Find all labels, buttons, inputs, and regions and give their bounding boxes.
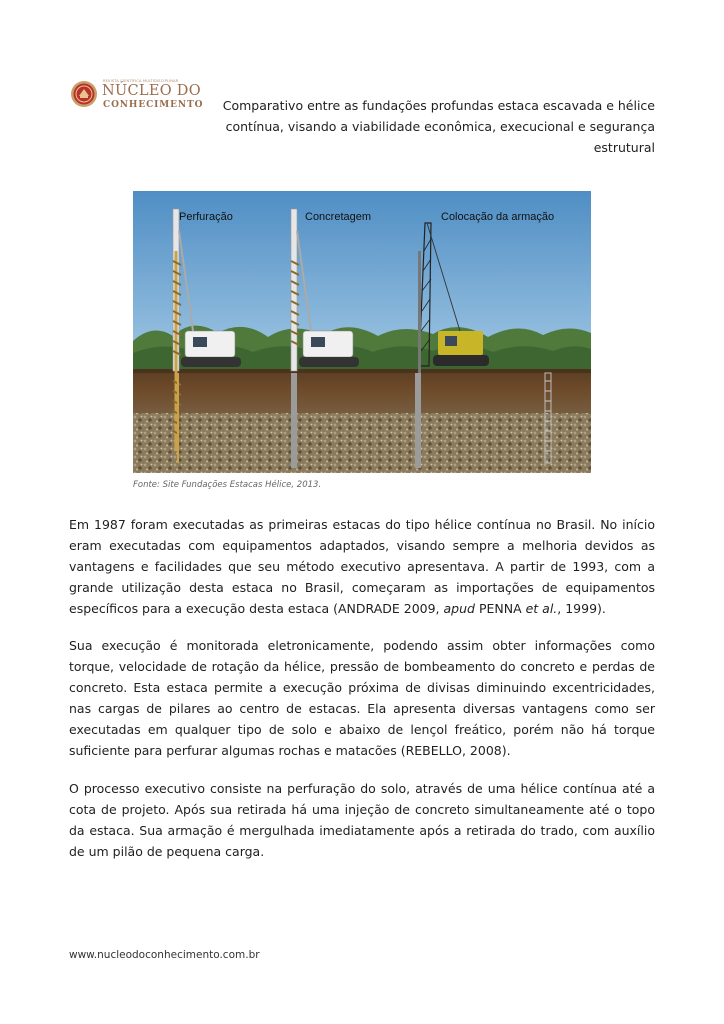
header-title: Comparativo entre as fundações profundas estaca escavada e hélice contínua, visando a viabilidade econômica, execucional e segurança estrutural bbox=[222, 98, 655, 155]
piling-illustration bbox=[133, 191, 591, 473]
logo-name-line2: CONHECIMENTO bbox=[103, 100, 204, 110]
figure-caption: Fonte: Site Fundações Estacas Hélice, 2013. bbox=[133, 480, 322, 490]
paragraph-1-mid: PENNA bbox=[474, 601, 526, 616]
figure-label-perfuracao: Perfuração bbox=[179, 211, 233, 223]
paragraph-1-text: Em 1987 foram executadas as primeiras estacas do tipo hélice contínua no Brasil. No início eram executadas com equipamentos adaptados, visando sempre a melhoria devidos as vantagens e facilidades que seu método executivo apresentava. A partir de 1993, com a grande utilização desta estaca no Brasil, começaram as importações de equipamentos específicos para a execução desta estaca (ANDRADE 2009, bbox=[69, 517, 655, 616]
footer-url: www.nucleodoconhecimento.com.br bbox=[69, 949, 260, 961]
logo-tagline: REVISTA CIENTÍFICA MULTIDISCIPLINAR bbox=[103, 79, 179, 83]
figure-label-armacao: Colocação da armação bbox=[441, 211, 555, 223]
figure-illustration bbox=[133, 191, 591, 473]
logo-name-line1: NÚCLEO DO bbox=[102, 83, 201, 99]
paragraph-3: O processo executivo consiste na perfuração do solo, através de uma hélice contínua até a cota de projeto. Após sua retirada há uma injeção de concreto simultaneamente até o topo da estaca. Sua armação é mergulhada imediatamente após a retirada do trado, com auxílio de um pilão de pequena carga. bbox=[69, 781, 655, 859]
figure-label-concretagem: Concretagem bbox=[305, 211, 372, 223]
paragraph-1-apud: apud bbox=[443, 601, 475, 616]
paragraph-1-end: , 1999). bbox=[557, 601, 606, 616]
paragraph-1 bbox=[69, 514, 655, 619]
seal-icon bbox=[70, 80, 98, 108]
paragraph-1-etal: et al. bbox=[525, 601, 558, 616]
paragraph-2: Sua execução é monitorada eletronicamente, podendo assim obter informações como torque, velocidade de rotação da hélice, pressão de bombeamento do concreto e perdas de concreto. Esta estaca permite a execução próxima de divisas diminuindo excentricidades, nas cargas de pilares ao centro de estacas. Ela apresenta diversas vantagens como ser executadas em qualquer tipo de solo e abaixo de lençol freático, porém não há torque suficiente para perfurar algumas rochas e matacões (REBELLO, 2008). bbox=[69, 638, 655, 758]
journal-logo bbox=[70, 78, 220, 114]
